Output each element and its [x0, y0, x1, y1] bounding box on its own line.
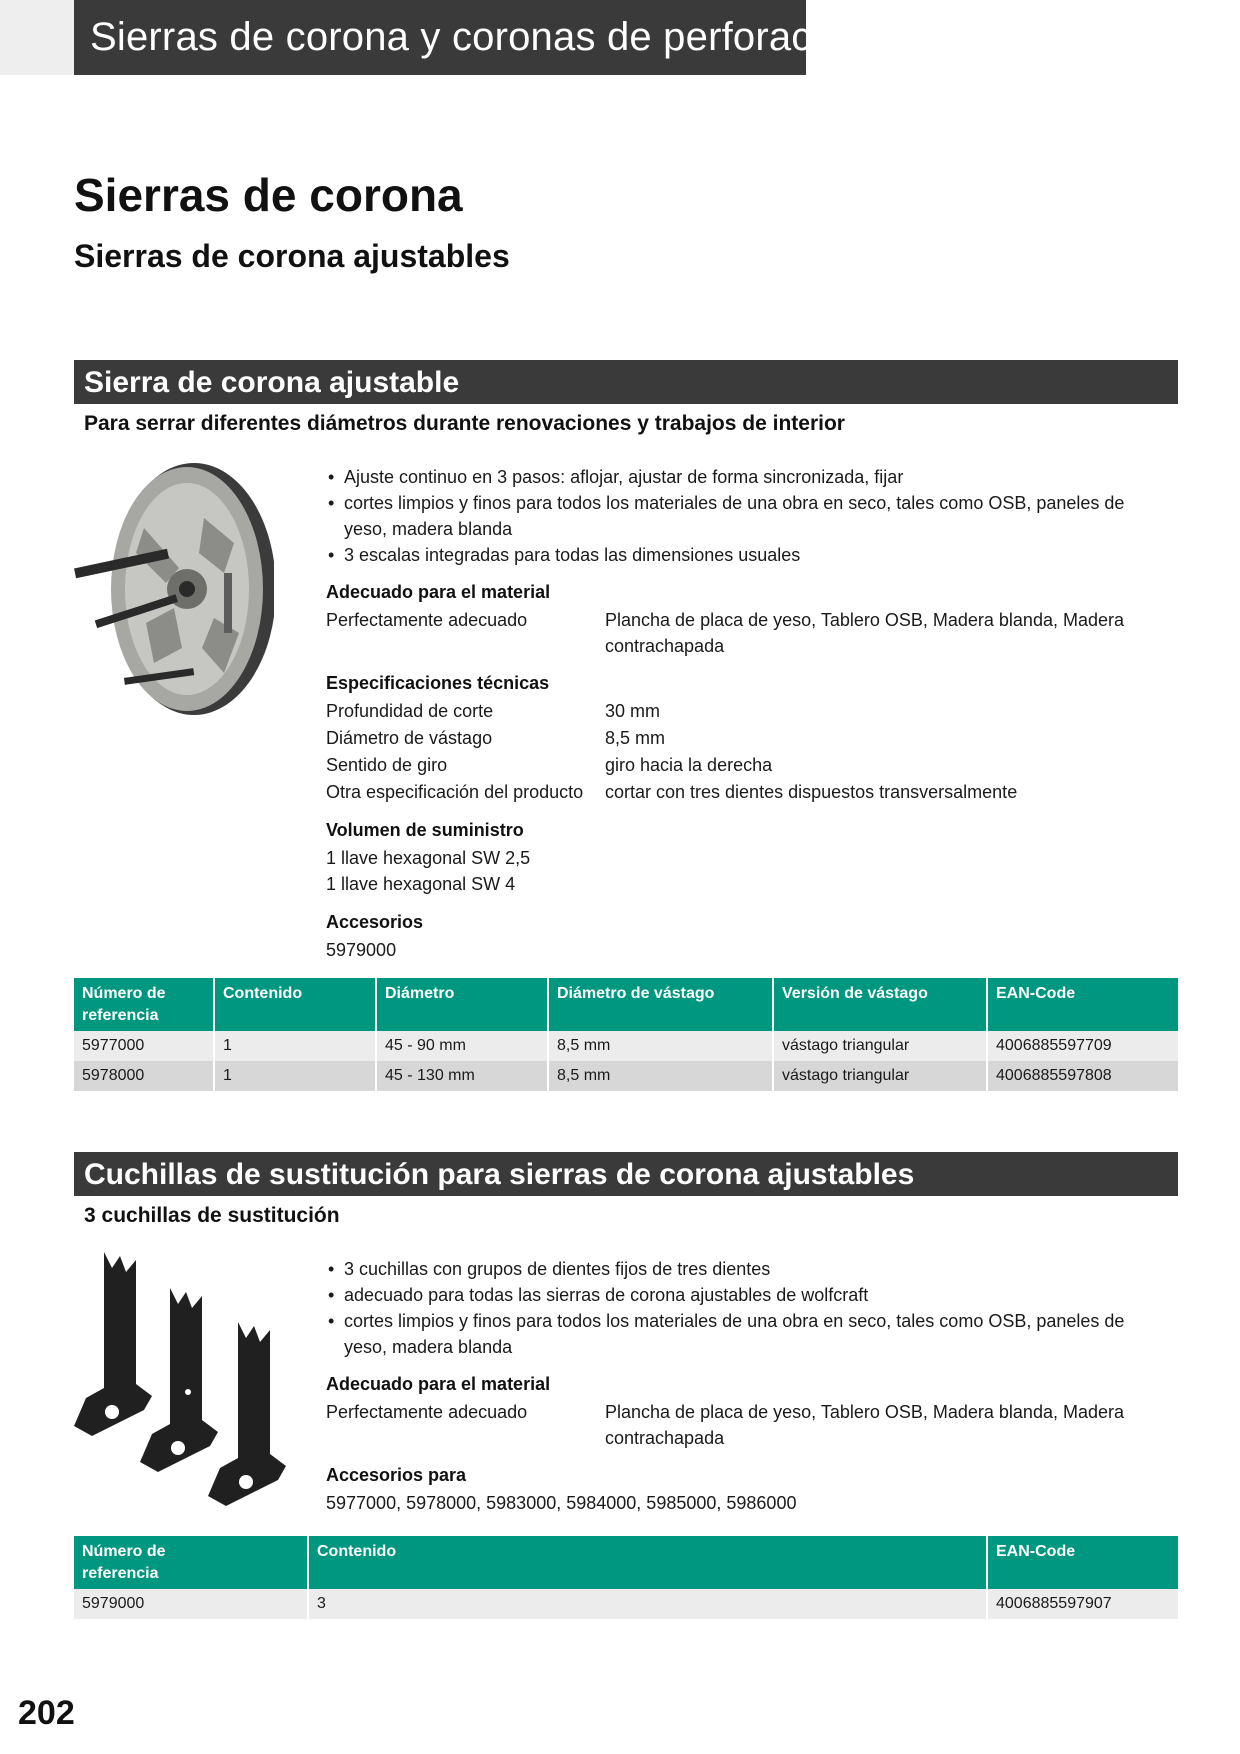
table-cell: 5977000 — [74, 1031, 214, 1061]
spec-value-shank-diameter: 8,5 mm — [605, 728, 666, 748]
page-subtitle: Sierras de corona ajustables — [74, 238, 510, 274]
material-value: Plancha de placa de yeso, Tablero OSB, Madera blanda, Madera contrachapada — [605, 1402, 1124, 1448]
table-cell: 4006885597808 — [987, 1061, 1178, 1091]
table-cell: 8,5 mm — [548, 1031, 773, 1061]
table-cell: 1 — [214, 1061, 376, 1091]
column-header: Diámetro — [376, 978, 548, 1031]
supply-item: 1 llave hexagonal SW 4 — [326, 874, 516, 894]
table-header-row — [74, 1536, 1178, 1589]
column-header: Número de referencia — [74, 1536, 308, 1589]
spec-label-other: Otra especificación del producto — [326, 782, 584, 802]
material-label: Perfectamente adecuado — [326, 1402, 528, 1422]
spec-label-shank-diameter: Diámetro de vástago — [326, 728, 493, 748]
table-row — [74, 1589, 1178, 1619]
feature-item: • cortes limpios y finos para todos los materiales de una obra en seco, tales como OSB, paneles de yeso, madera blanda — [326, 1308, 1146, 1360]
accessories-value: 5979000 — [326, 940, 397, 960]
spec-label-cutting-depth: Profundidad de corte — [326, 701, 494, 721]
material-label: Perfectamente adecuado — [326, 610, 528, 630]
feature-item: • adecuado para todas las sierras de corona ajustables de wolfcraft — [326, 1282, 1146, 1308]
supply-item: 1 llave hexagonal SW 2,5 — [326, 848, 531, 868]
column-header: Contenido — [308, 1536, 987, 1589]
product2-table — [74, 1536, 1178, 1619]
product1-features — [326, 464, 1146, 568]
header-gray-block — [0, 0, 74, 75]
table-cell: 8,5 mm — [548, 1061, 773, 1091]
material-heading: Adecuado para el material — [326, 1374, 551, 1394]
feature-item: • 3 escalas integradas para todas las dimensiones usuales — [326, 542, 1146, 568]
feature-item: • cortes limpios y finos para todos los materiales de una obra en seco, tales como OSB, paneles de yeso, madera blanda — [326, 490, 1146, 542]
product1-table — [74, 978, 1178, 1091]
product2-features — [326, 1256, 1146, 1360]
table-cell: vástago triangular — [773, 1061, 987, 1091]
table-cell: 5978000 — [74, 1061, 214, 1091]
column-header: EAN-Code — [987, 978, 1178, 1031]
category-banner: Sierras de corona y coronas de perforación — [74, 0, 806, 75]
spec-label-rotation: Sentido de giro — [326, 755, 448, 775]
replacement-blades-image — [70, 1248, 300, 1516]
adjustable-hole-saw-image — [74, 458, 274, 720]
spec-value-rotation: giro hacia la derecha — [605, 755, 773, 775]
page-number: 202 — [18, 1694, 75, 1732]
column-header: EAN-Code — [987, 1536, 1178, 1589]
table-row — [74, 1061, 1178, 1091]
accessories-for-value: 5977000, 5978000, 5983000, 5984000, 5985000, 5986000 — [326, 1493, 797, 1513]
table-cell: 4006885597709 — [987, 1031, 1178, 1061]
column-header: Contenido — [214, 978, 376, 1031]
column-header: Diámetro de vástago — [548, 978, 773, 1031]
product2-subtitle: 3 cuchillas de sustitución — [84, 1204, 340, 1227]
table-cell: 1 — [214, 1031, 376, 1061]
supply-heading: Volumen de suministro — [326, 820, 524, 840]
spec-value-cutting-depth: 30 mm — [605, 701, 661, 721]
table-header-row — [74, 978, 1178, 1031]
column-header: Número de referencia — [74, 978, 214, 1031]
product2-title: Cuchillas de sustitución para sierras de corona ajustables — [74, 1152, 1178, 1196]
table-cell: 4006885597907 — [987, 1589, 1178, 1619]
feature-item: • Ajuste continuo en 3 pasos: aflojar, ajustar de forma sincronizada, fijar — [326, 464, 1146, 490]
table-cell: 45 - 90 mm — [376, 1031, 548, 1061]
accessories-for-heading: Accesorios para — [326, 1465, 467, 1485]
feature-item: • 3 cuchillas con grupos de dientes fijos de tres dientes — [326, 1256, 1146, 1282]
material-value: Plancha de placa de yeso, Tablero OSB, Madera blanda, Madera contrachapada — [605, 610, 1124, 656]
page-title: Sierras de corona — [74, 169, 463, 221]
product1-subtitle: Para serrar diferentes diámetros durante renovaciones y trabajos de interior — [84, 412, 845, 435]
table-cell: 3 — [308, 1589, 987, 1619]
spec-value-other: cortar con tres dientes dispuestos transversalmente — [605, 782, 1018, 802]
table-cell: 5979000 — [74, 1589, 308, 1619]
specs-heading: Especificaciones técnicas — [326, 673, 550, 693]
table-row — [74, 1031, 1178, 1061]
product1-title: Sierra de corona ajustable — [74, 360, 1178, 404]
table-cell: vástago triangular — [773, 1031, 987, 1061]
column-header: Versión de vástago — [773, 978, 987, 1031]
material-heading: Adecuado para el material — [326, 582, 551, 602]
accessories-heading: Accesorios — [326, 912, 424, 932]
table-cell: 45 - 130 mm — [376, 1061, 548, 1091]
